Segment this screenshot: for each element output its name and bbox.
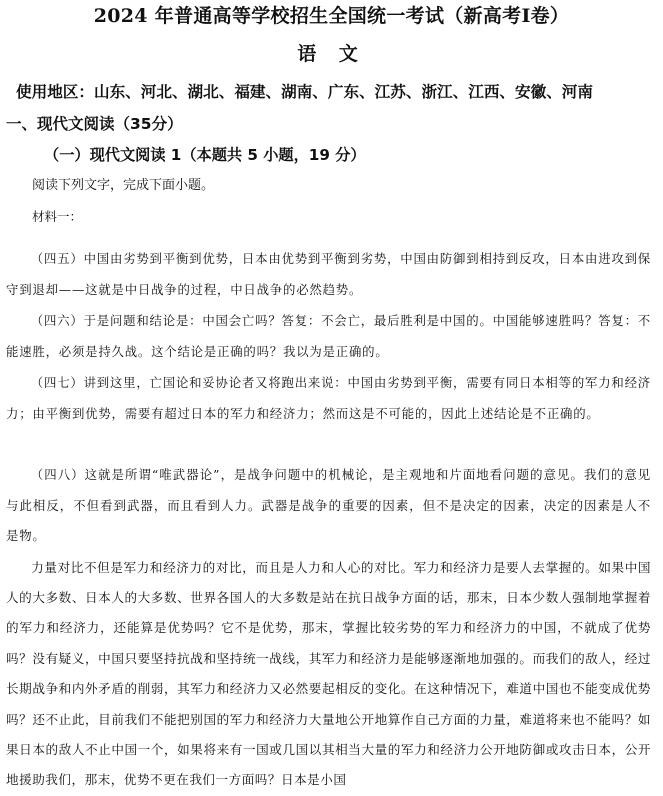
subsection-heading: （一）现代文阅读 1（本题共 5 小题，19 分） (44, 146, 366, 164)
material-label: 材料一： (32, 209, 83, 224)
paragraph-48: （四八）这就是所谓“唯武器论”，是战争问题中的机械论，是主观地和片面地看问题的意见。我们的意见与此相反，不但看到武器，而且看到人力。武器是战争的重要的因素，但不是决定的因素，决定的因素是人不是物。 (6, 467, 651, 544)
paragraph-47: （四七）讲到这里，亡国论和妥协论者又将跑出来说：中国由劣势到平衡，需要有同日本相等的军力和经济力；由平衡到优势，需要有超过日本的军力和经济力；然而这是不可能的，因此上述结论是不正确的。 (6, 375, 651, 421)
subject-title: 语 文 (297, 43, 366, 65)
section-heading: 一、现代文阅读（35分） (6, 115, 183, 133)
paragraph-46: （四六）于是问题和结论是：中国会亡吗？答复：不会亡，最后胜利是中国的。中国能够速胜吗？答复：不能速胜，必须是持久战。这个结论是正确的吗？我以为是正确的。 (6, 313, 651, 359)
paragraph-45: （四五）中国由劣势到平衡到优势，日本由优势到平衡到劣势，中国由防御到相持到反攻，日本由进攻到保守到退却——这就是中日战争的过程，中日战争的必然趋势。 (6, 251, 651, 297)
paragraph-force-comparison: 力量对比不但是军力和经济力的对比，而且是人力和人心的对比。军力和经济力是要人去掌握的。如果中国人的大多数、日本人的大多数、世界各国人的大多数是站在抗日战争方面的话，那末，日本少数人强制地掌握着的军力和经济力，还能算是优势吗？它不是优势，那末，掌握比较劣势的军力和经济力的中国，不就成了优势吗？没有疑义，中国只要坚持抗战和坚持统一战线，其军力和经济力是能够逐渐地加强的。而我们的敌人，经过长期战争和内外矛盾的削弱，其军力和经济力又必然要起相反的变化。在这种情况下，难道中国也不能变成优势吗？还不止此，目前我们不能把别国的军力和经济力大量地公开地算作自己方面的力量，难道将来也不能吗？如果日本的敌人不止中国一个，如果将来有一国或几国以其相当大量的军力和经济力公开地防御或攻击日本，公开地援助我们，那末，优势不更在我们一方面吗？日本是小国 (6, 559, 651, 788)
reading-instruction: 阅读下列文字，完成下面小题。 (32, 178, 215, 193)
usage-regions: 使用地区：山东、河北、湖北、福建、湖南、广东、江苏、浙江、江西、安徽、河南 (16, 83, 593, 101)
exam-title: 2024 年普通高等学校招生全国统一考试（新高考Ⅰ卷） (93, 5, 570, 27)
